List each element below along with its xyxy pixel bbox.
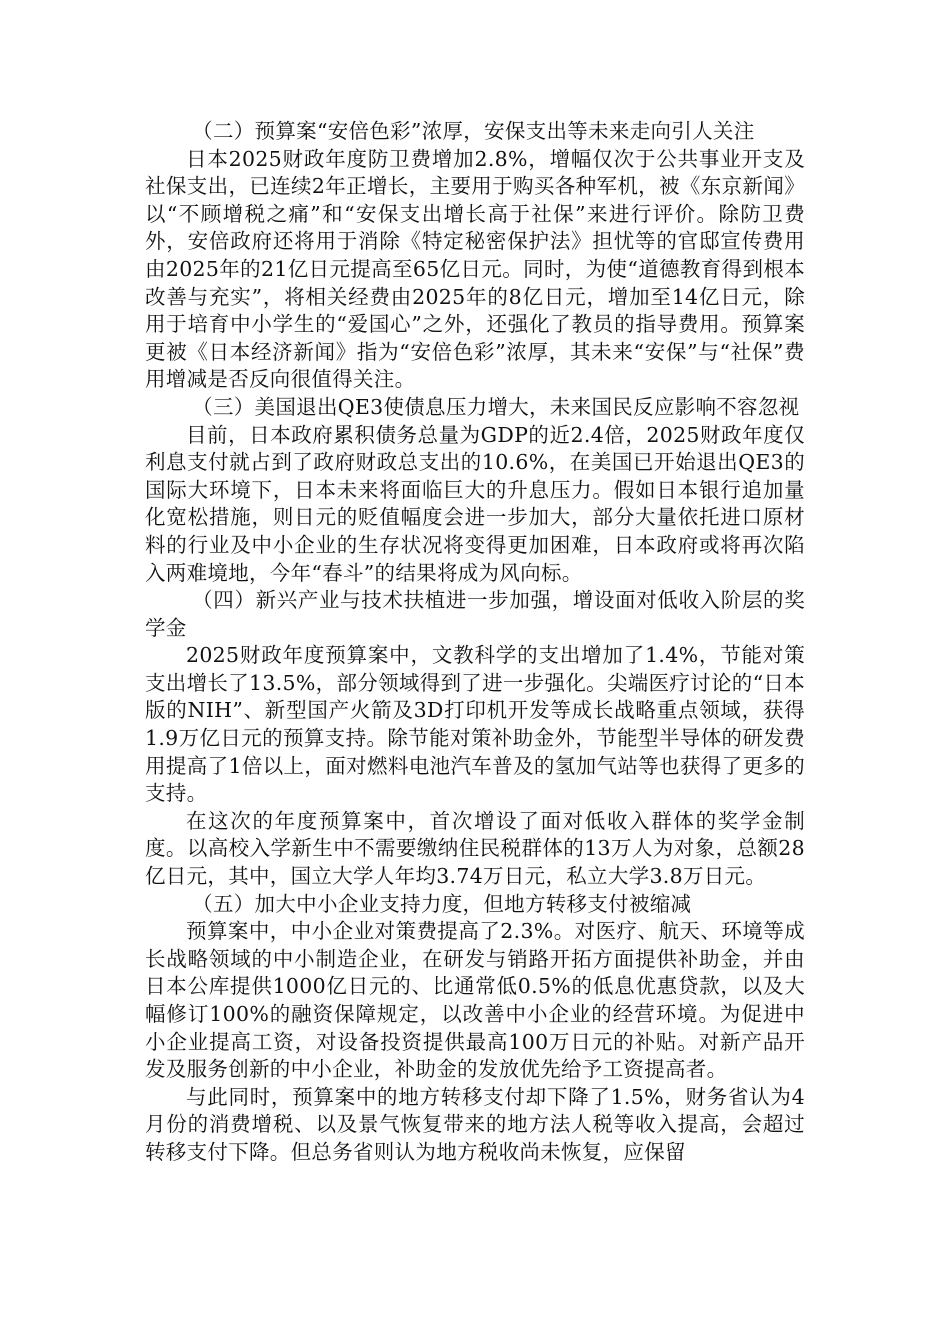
body-paragraph: 与此同时，预算案中的地方转移支付却下降了1.5%，财务省认为4月份的消费增税、以及景气恢复带来的地方法人税等收入提高，会超过转移支付下降。但总务省则认为地方税收尚未恢复，应保留: [145, 1084, 805, 1164]
section-heading-3: （三）美国退出QE3使债息压力增大，未来国民反应影响不容忽视: [192, 394, 800, 419]
body-paragraph: 目前，日本政府累积债务总量为GDP的近2.4倍，2025财政年度仅利息支付就占到了政府财政总支出的10.6%，在美国已开始退出QE3的国际大环境下，日本未来将面临巨大的升息压力。假如日本银行追加量化宽松措施，则日元的贬值幅度会进一步加大，部分大量依托进口原材料的行业及中小企业的生存状况将变得更加困难，日本政府或将再次陷入两难境地，今年“春斗”的结果将成为风向标。: [145, 422, 805, 585]
document-page: [145, 118, 805, 1167]
section-heading-2: （二）预算案“安倍色彩”浓厚，安保支出等未来走向引人关注: [192, 119, 755, 143]
body-paragraph: 在这次的年度预算案中，首次增设了面对低收入群体的奖学金制度。以高校入学新生中不需要缴纳住民税群体的13万人为对象，总额28亿日元，其中，国立大学人年均3.74万日元，私立大学3.8万日元。: [145, 808, 805, 889]
section-heading-4: （四）新兴产业与技术扶植进一步加强，增设面对低收入阶层的奖学金: [145, 588, 805, 640]
body-paragraph: 日本2025财政年度防卫费增加2.8%，增幅仅次于公共事业开支及社保支出，已连续2年正增长，主要用于购买各种军机，被《东京新闻》以“不顾增税之痛”和“安保支出增长高于社保”来进行评价。除防卫费外，安倍政府还将用于消除《特定秘密保护法》担忧等的官邸宣传费用由2025年的21亿日元提高至65亿日元。同时，为使“道德教育得到根本改善与充实”，将相关经费由2025年的8亿日元，增加至14亿日元，除用于培育中小学生的“爱国心”之外，还强化了教员的指导费用。预算案更被《日本经济新闻》指为“安倍色彩”浓厚，其未来“安保”与“社保”费用增减是否反向很值得关注。: [145, 146, 805, 392]
body-paragraph: 2025财政年度预算案中，文教科学的支出增加了1.4%，节能对策支出增长了13.5%，部分领域得到了进一步强化。尖端医疗讨论的“日本版的NIH”、新型国产火箭及3D打印机开发等成长战略重点领域，获得1.9万亿日元的预算支持。除节能对策补助金外，节能型半导体的研发费用提高了1倍以上，面对燃料电池汽车普及的氢加气站等也获得了更多的支持。: [145, 643, 805, 806]
body-paragraph: 预算案中，中小企业对策费提高了2.3%。对医疗、航天、环境等成长战略领域的中小制造企业，在研发与销路开拓方面提供补助金，并由日本公库提供1000亿日元的、比通常低0.5%的低息优惠贷款，以及大幅修订100%的融资保障规定，以改善中小企业的经营环境。为促进中小企业提高工资，对设备投资提供最高100万日元的补贴。对新产品开发及服务创新的中小企业，补助金的发放优先给予工资提高者。: [145, 919, 805, 1082]
section-heading-5: （五）加大中小企业支持力度，但地方转移支付被缩减: [192, 891, 692, 916]
